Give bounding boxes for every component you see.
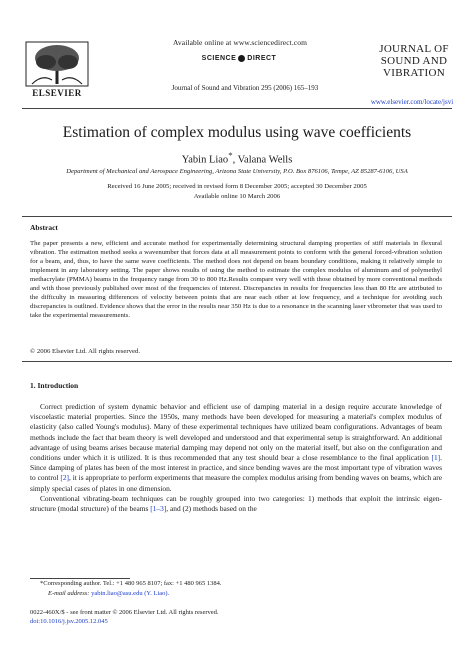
- corresponding-author-footnote: *Corresponding author. Tel.: +1 480 965 8107; fax: +1 480 965 1384.: [40, 580, 222, 587]
- publisher-name: ELSEVIER: [32, 88, 82, 98]
- citation-link[interactable]: [1]: [431, 453, 441, 463]
- journal-url-link[interactable]: www.elsevier.com/locate/jsvi: [370, 98, 454, 106]
- abstract-copyright: © 2006 Elsevier Ltd. All rights reserved.: [30, 348, 141, 355]
- affiliation: Department of Mechanical and Aerospace Engineering, Arizona State University, P.O. Box 876106, Tempe, AZ 85287-6106, USA: [66, 168, 408, 175]
- citation-link[interactable]: [2]: [60, 473, 70, 483]
- sciencedirect-logo-right: DIRECT: [247, 54, 277, 62]
- intro-text: , and (2) methods based on the: [166, 504, 257, 514]
- author-2: Valana Wells: [237, 154, 293, 166]
- sciencedirect-logo: [164, 52, 314, 64]
- issn-line: 0022-460X/$ - see front matter © 2006 Elsevier Ltd. All rights reserved.: [30, 609, 219, 616]
- email-footnote: [48, 590, 448, 597]
- citation-link[interactable]: [1–3]: [150, 504, 167, 514]
- sciencedirect-dot-icon: [238, 55, 245, 62]
- intro-paragraph-1: [30, 402, 442, 494]
- received-dates: Received 16 June 2005; received in revised form 8 December 2005; accepted 30 December 2005: [107, 183, 367, 190]
- journal-reference: Journal of Sound and Vibration 295 (2006) 165–193: [171, 84, 319, 92]
- section-heading-introduction: 1. Introduction: [30, 381, 79, 390]
- author-separator: ,: [232, 154, 238, 166]
- sciencedirect-logo-left: SCIENCE: [201, 54, 237, 62]
- intro-paragraph-2: [30, 494, 442, 514]
- journal-name-line-2: SOUND AND: [380, 55, 448, 67]
- journal-name: [358, 43, 470, 79]
- intro-text: Correct prediction of system dynamic behavior and efficient use of damping material in a design require accurate knowledge of viscoelastic material properties. Since the 1950s, many methods have been developed for measuring a material's complex modulus of elasticity (also called Young's modulus). Many of these experimental techniques have utilized beam configurations. Advantages of beam methods include the fact that beam theory is well developed and understood and that experimental setup is straightforward. An additional advantage of using beams arises because material damping may depend not only on the material itself, but also on the configuration and conditions under which it is utilized. It is thus recommended that any test should bear a close resemblance to the final application: [30, 402, 442, 463]
- journal-name-line-1: JOURNAL OF: [379, 43, 449, 55]
- availability-note: Available online at www.sciencedirect.com: [172, 38, 308, 47]
- doi-link[interactable]: doi:10.1016/j.jsv.2005.12.045: [30, 618, 108, 625]
- article-title: Estimation of complex modulus using wave coefficients: [62, 124, 412, 141]
- footnote-divider: [30, 578, 130, 579]
- online-date: Available online 10 March 2006: [193, 193, 281, 200]
- introduction-body: [30, 402, 442, 514]
- email-link[interactable]: yabin.liao@asu.edu (Y. Liao).: [91, 590, 170, 597]
- journal-name-line-3: VIBRATION: [383, 67, 445, 79]
- header-divider: [22, 108, 452, 109]
- abstract-divider-top: [22, 216, 452, 217]
- corresponding-author-mark[interactable]: *: [228, 150, 233, 160]
- abstract-divider-bottom: [22, 361, 452, 362]
- abstract-heading: Abstract: [30, 223, 58, 232]
- intro-text: . Since damping of plates has been of the most interest in practice, and since bending waves are the most important type of vibration waves to control: [30, 453, 442, 483]
- author-list: [22, 150, 452, 166]
- author-1: Yabin Liao: [181, 154, 229, 166]
- email-label: E-mail address:: [48, 590, 92, 597]
- abstract-body: The paper presents a new, efficient and accurate method for experimentally determining structural damping properties of stiff materials in flexural vibration. The estimation method seeks a wavenumber that forces data at all measurement points to conform with the general forced-vibration solution for a beam, and, thus, to have the same wave coefficients. The method does not depend on beam boundary conditions, making it relatively simple to implement in any laboratory setting. The paper shows results of using the method to estimate the complex modulus of aluminum and of polymethyl methacrylate (PMMA) beams in the frequency range from 30 to 800 Hz.Results compare very well with those obtained by more conventional methods and with those previously published over most of the frequencies of interest. Discrepancies in results for frequencies less than 80 Hz are attributed to the difficulty in measuring differences of velocity between points that are near each other at low frequency, and a technique for avoiding such discrepancies is outlined. Evidence shows that the error in the results near 350 Hz is due to a resonance in the scanning laser vibrometer that was used to take the experimental measurements.: [30, 240, 443, 320]
- intro-text: , it is appropriate to perform experiments that measure the complex modulus arising from bending waves on beams, which are simply special cases of plates in one dimension.: [30, 473, 442, 493]
- intro-text: Conventional vibrating-beam techniques can be roughly grouped into two categories: 1) methods that exploit the intrinsic eigen-structure (modal structure) of the beams: [30, 493, 442, 514]
